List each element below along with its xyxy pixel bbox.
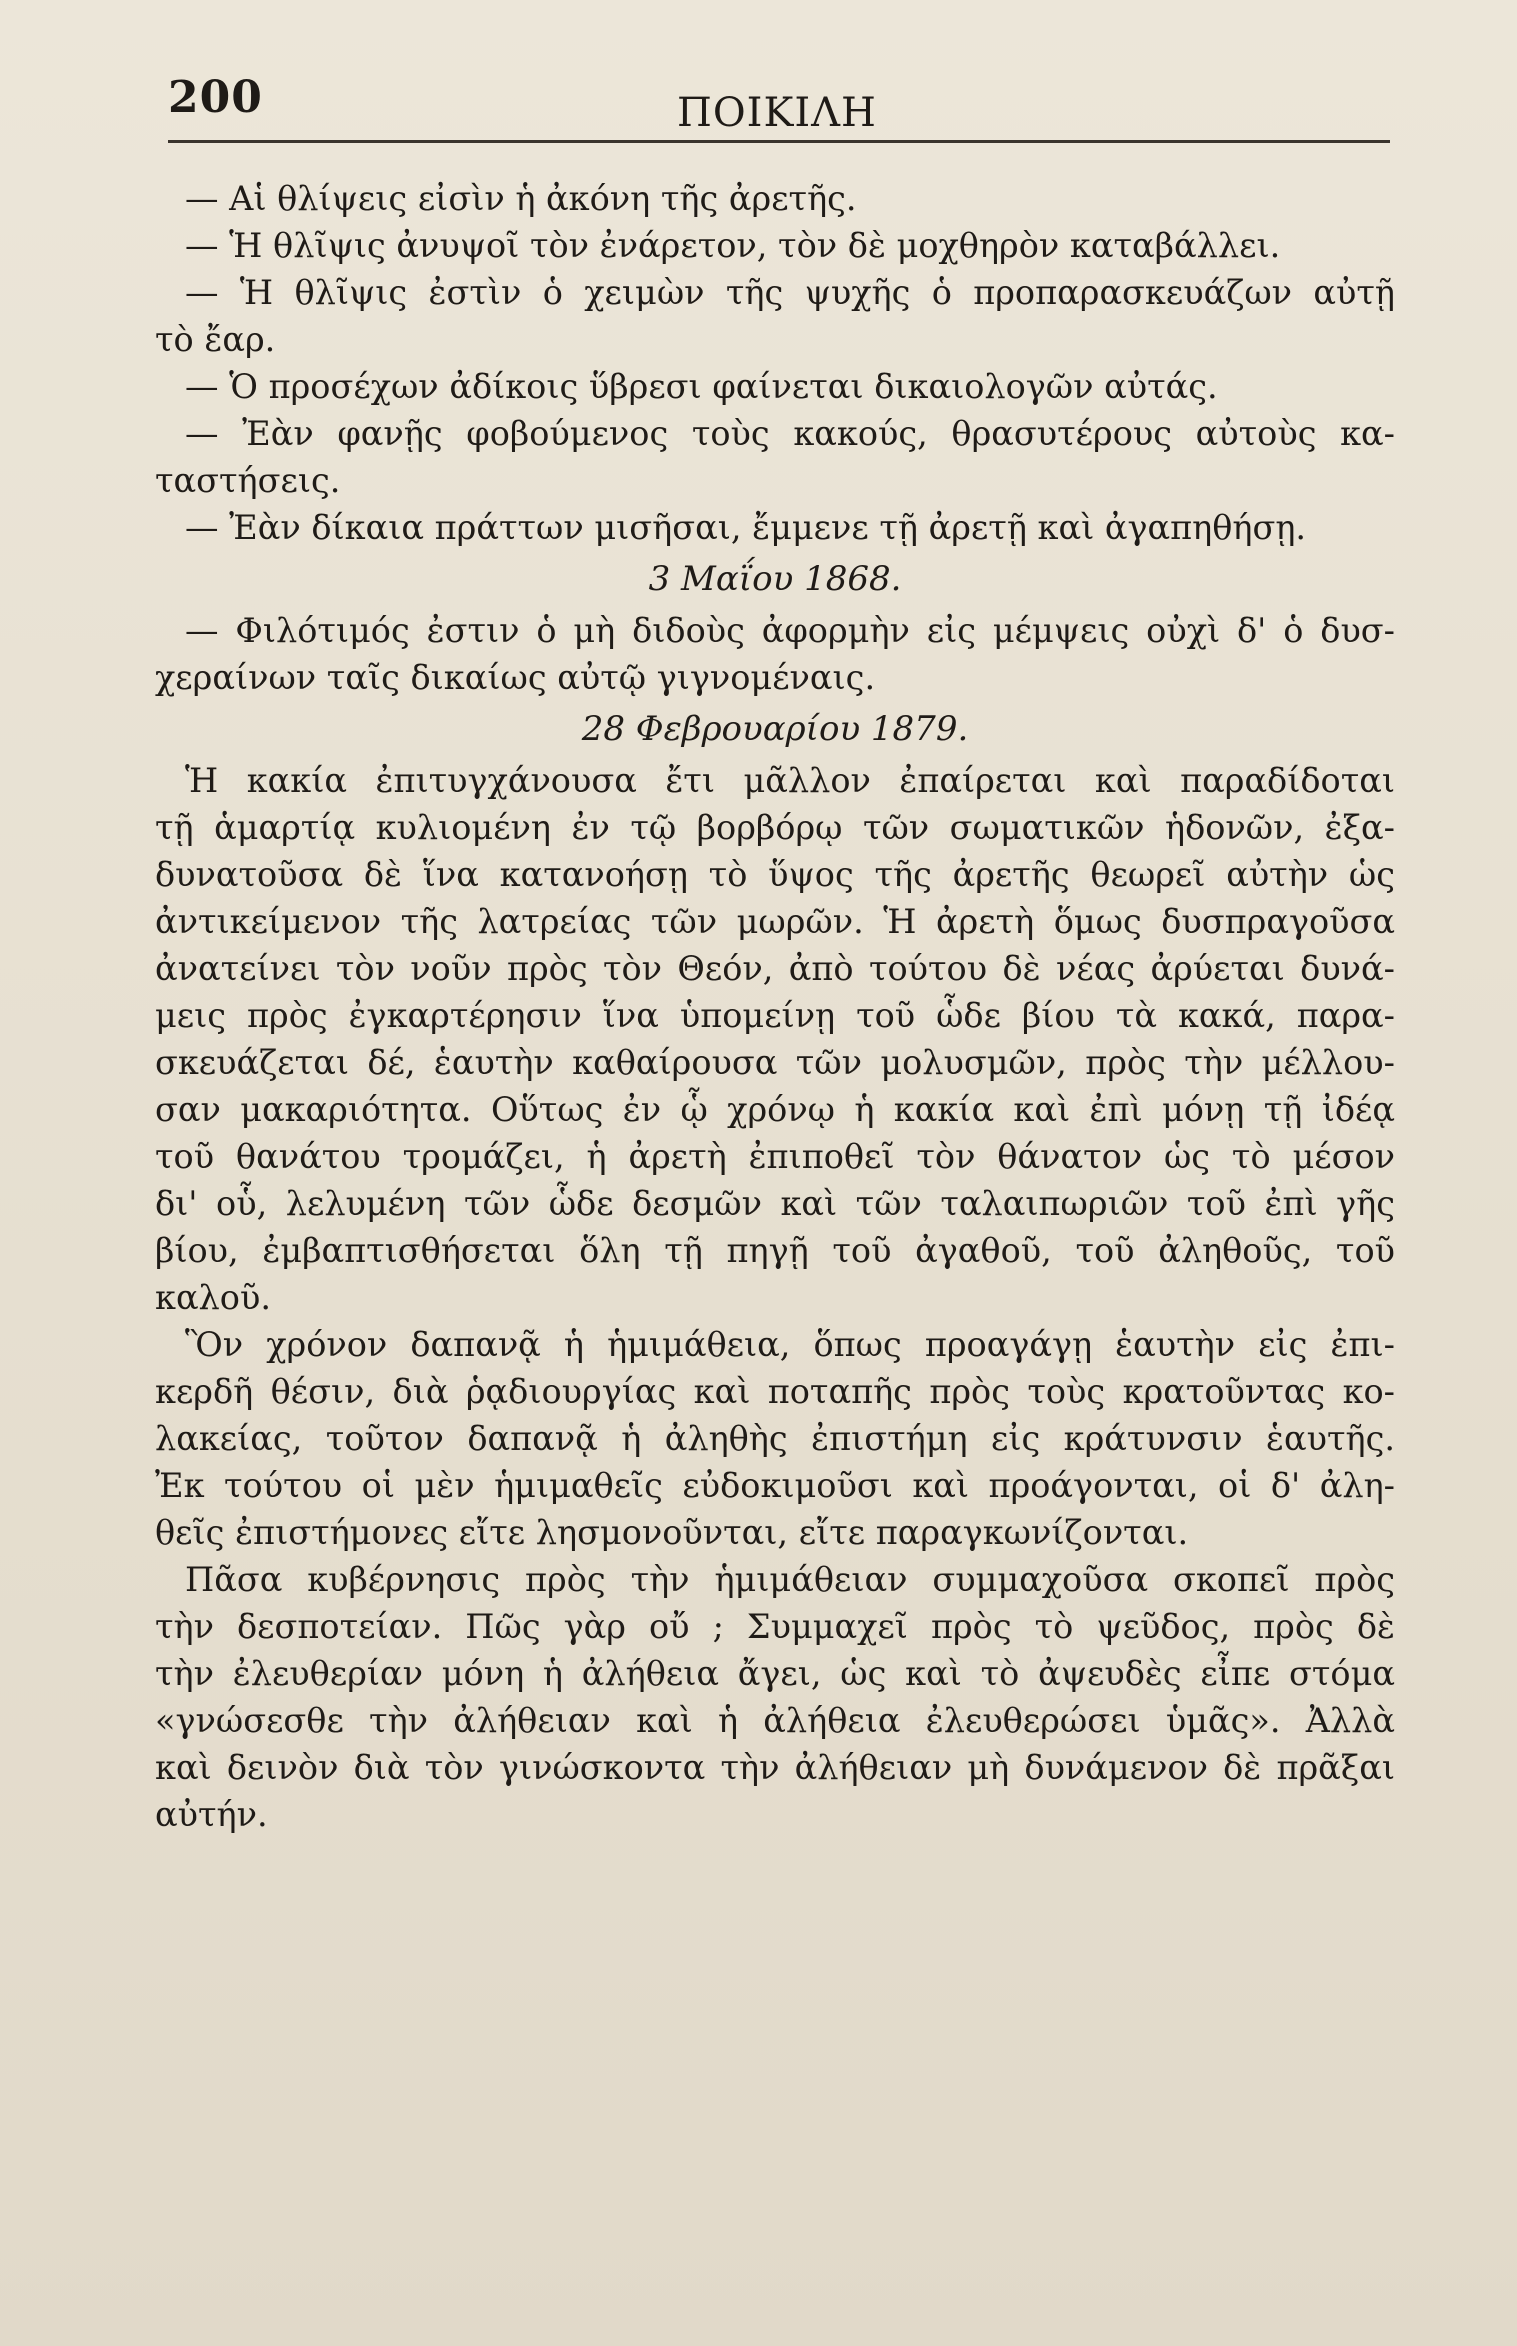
- text-line: — Ὁ προσέχων ἀδίκοις ὕβρεσι φαίνεται δικαιολογῶν αὐτάς.: [185, 367, 1218, 406]
- text-line: Ἐκ τούτου οἱ μὲν ἡμιμαθεῖς εὐδοκιμοῦσι καὶ προάγονται, οἱ δ' ἀλη-: [155, 1466, 1395, 1505]
- body-text: [155, 175, 1395, 1838]
- text-line: τῇ ἁμαρτίᾳ κυλιομένη ἐν τῷ βορβόρῳ τῶν σωματικῶν ἡδονῶν, ἐξα-: [155, 808, 1395, 847]
- text-line: ἀνατείνει τὸν νοῦν πρὸς τὸν Θεόν, ἀπὸ τούτου δὲ νέας ἀρύεται δυνά-: [155, 949, 1395, 988]
- text-line: — Ἡ θλῖψις ἐστὶν ὁ χειμὼν τῆς ψυχῆς ὁ προπαρασκευάζων αὐτῇ: [185, 273, 1395, 312]
- text-line: χεραίνων ταῖς δικαίως αὐτῷ γιγνομέναις.: [155, 658, 876, 697]
- text-line: τὴν δεσποτείαν. Πῶς γὰρ οὔ ; Συμμαχεῖ πρὸς τὸ ψεῦδος, πρὸς δὲ: [155, 1607, 1395, 1646]
- text-line: καλοῦ.: [155, 1278, 271, 1317]
- text-line: δυνατοῦσα δὲ ἵνα κατανοήσῃ τὸ ὕψος τῆς ἀρετῆς θεωρεῖ αὐτὴν ὡς: [155, 855, 1395, 894]
- text-line: σκευάζεται δέ, ἑαυτὴν καθαίρουσα τῶν μολυσμῶν, πρὸς τὴν μέλλου-: [155, 1043, 1395, 1082]
- text-line: Ὃν χρόνον δαπανᾷ ἡ ἡμιμάθεια, ὅπως προαγάγῃ ἑαυτὴν εἰς ἐπι-: [185, 1325, 1395, 1364]
- text-line: Ἡ κακία ἐπιτυγχάνουσα ἔτι μᾶλλον ἐπαίρεται καὶ παραδίδοται: [185, 761, 1395, 800]
- text-line: «γνώσεσθε τὴν ἀλήθειαν καὶ ἡ ἀλήθεια ἐλευθερώσει ὑμᾶς». Ἀλλὰ: [155, 1701, 1395, 1740]
- text-line: καὶ δεινὸν διὰ τὸν γινώσκοντα τὴν ἀλήθειαν μὴ δυνάμενον δὲ πρᾶξαι: [155, 1748, 1395, 1787]
- page-number: 200: [168, 72, 263, 123]
- date-line: 28 Φεβρουαρίου 1879.: [581, 709, 969, 749]
- text-line: δι' οὗ, λελυμένη τῶν ὧδε δεσμῶν καὶ τῶν ταλαιπωριῶν τοῦ ἐπὶ γῆς: [155, 1184, 1395, 1223]
- text-line: βίου, ἐμβαπτισθήσεται ὅλη τῇ πηγῇ τοῦ ἀγαθοῦ, τοῦ ἀληθοῦς, τοῦ: [155, 1231, 1395, 1270]
- text-line: — Ἐὰν δίκαια πράττων μισῆσαι, ἔμμενε τῇ ἀρετῇ καὶ ἀγαπηθήσῃ.: [185, 508, 1307, 547]
- text-line: τὸ ἔαρ.: [155, 320, 276, 359]
- header-rule: [168, 140, 1390, 143]
- text-line: σαν μακαριότητα. Οὕτως ἐν ᾧ χρόνῳ ἡ κακία καὶ ἐπὶ μόνῃ τῇ ἰδέᾳ: [155, 1090, 1395, 1129]
- text-line: Πᾶσα κυβέρνησις πρὸς τὴν ἡμιμάθειαν συμμαχοῦσα σκοπεῖ πρὸς: [185, 1560, 1395, 1599]
- text-line: — Φιλότιμός ἐστιν ὁ μὴ διδοὺς ἀφορμὴν εἰς μέμψεις οὐχὶ δ' ὁ δυσ-: [185, 611, 1395, 650]
- text-line: θεῖς ἐπιστήμονες εἴτε λησμονοῦνται, εἴτε παραγκωνίζονται.: [155, 1513, 1189, 1552]
- text-line: κερδῆ θέσιν, διὰ ῥᾳδιουργίας καὶ ποταπῆς πρὸς τοὺς κρατοῦντας κο-: [155, 1372, 1395, 1411]
- text-line: ἀντικείμενον τῆς λατρείας τῶν μωρῶν. Ἡ ἀρετὴ ὅμως δυσπραγοῦσα: [155, 902, 1395, 941]
- text-line: — Ἡ θλῖψις ἀνυψοῖ τὸν ἐνάρετον, τὸν δὲ μοχθηρὸν καταβάλλει.: [185, 226, 1281, 265]
- running-head: ΠΟΙΚΙΛΗ: [677, 90, 877, 136]
- date-line: 3 Μαΐου 1868.: [648, 559, 902, 599]
- text-line: τὴν ἐλευθερίαν μόνη ἡ ἀλήθεια ἄγει, ὡς καὶ τὸ ἀψευδὲς εἶπε στόμα: [155, 1654, 1395, 1693]
- text-line: αὐτήν.: [155, 1795, 268, 1834]
- text-line: λακείας, τοῦτον δαπανᾷ ἡ ἀληθὴς ἐπιστήμη εἰς κράτυνσιν ἑαυτῆς.: [155, 1419, 1395, 1458]
- text-line: ταστήσεις.: [155, 461, 341, 500]
- text-line: τοῦ θανάτου τρομάζει, ἡ ἀρετὴ ἐπιποθεῖ τὸν θάνατον ὡς τὸ μέσον: [155, 1137, 1395, 1176]
- text-line: — Ἐὰν φανῇς φοβούμενος τοὺς κακούς, θρασυτέρους αὐτοὺς κα-: [185, 414, 1395, 453]
- text-line: — Αἱ θλίψεις εἰσὶν ἡ ἀκόνη τῆς ἀρετῆς.: [185, 179, 857, 218]
- page-header: [160, 70, 1390, 140]
- text-line: μεις πρὸς ἐγκαρτέρησιν ἵνα ὑπομείνῃ τοῦ ὧδε βίου τὰ κακά, παρα-: [155, 996, 1395, 1035]
